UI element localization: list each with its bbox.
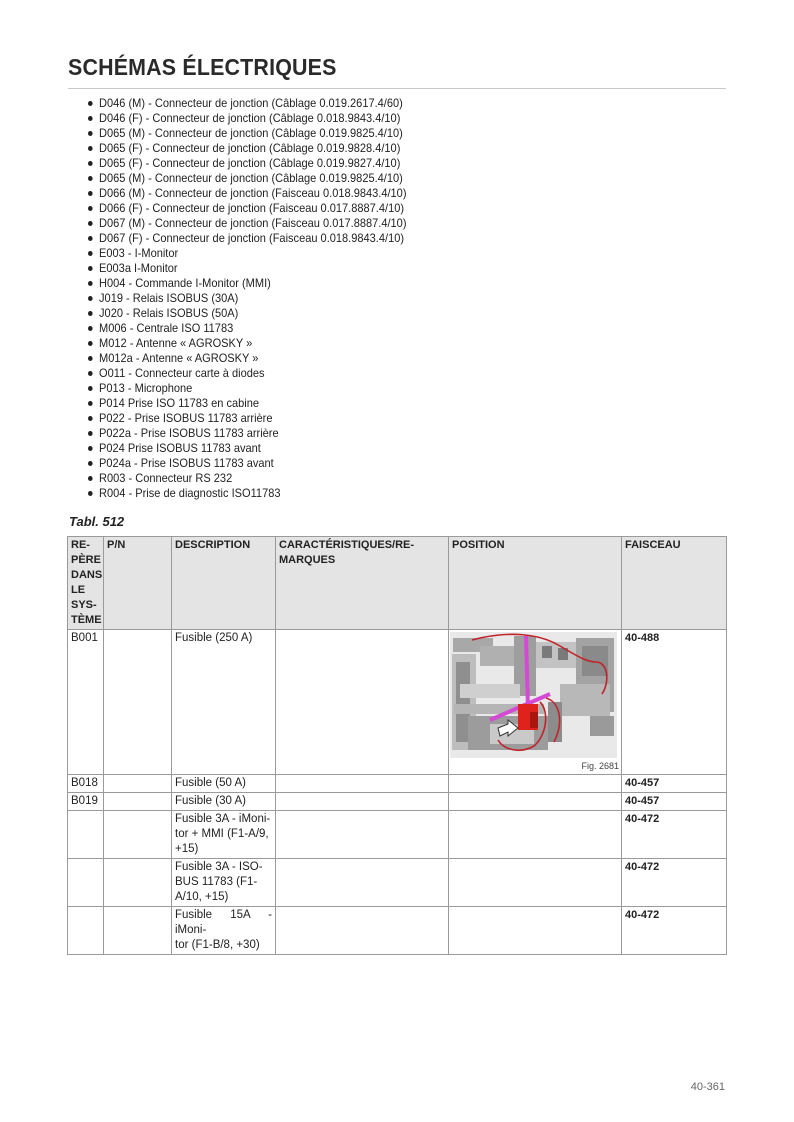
cell-harness: 40-472	[622, 811, 727, 859]
bullet-icon	[88, 371, 93, 376]
list-item: D046 (F) - Connecteur de jonction (Câblage 0.018.9843.4/10)	[88, 111, 407, 126]
list-item: P022a - Prise ISOBUS 11783 arrière	[88, 426, 407, 441]
list-item: D065 (F) - Connecteur de jonction (Câblage 0.019.9828.4/10)	[88, 141, 407, 156]
bullet-icon	[88, 131, 93, 136]
cell-description: Fusible (250 A)	[172, 630, 276, 775]
cell-pn	[104, 775, 172, 793]
list-item: D065 (M) - Connecteur de jonction (Câblage 0.019.9825.4/10)	[88, 126, 407, 141]
table-row	[68, 793, 727, 811]
list-item: D066 (M) - Connecteur de jonction (Faisceau 0.018.9843.4/10)	[88, 186, 407, 201]
cell-pn	[104, 793, 172, 811]
bullet-icon	[88, 476, 93, 481]
column-header-position: POSITION	[449, 537, 622, 630]
list-item: D046 (M) - Connecteur de jonction (Câblage 0.019.2617.4/60)	[88, 96, 407, 111]
cell-pn	[104, 630, 172, 775]
cell-harness: 40-472	[622, 907, 727, 955]
bullet-icon	[88, 236, 93, 241]
cell-description: Fusible (30 A)	[172, 793, 276, 811]
bullet-icon	[88, 356, 93, 361]
figure-caption: Fig. 2681	[581, 761, 619, 771]
cell-harness: 40-472	[622, 859, 727, 907]
bullet-icon	[88, 386, 93, 391]
list-item: R003 - Connecteur RS 232	[88, 471, 407, 486]
list-item: J019 - Relais ISOBUS (30A)	[88, 291, 407, 306]
cell-position	[449, 793, 622, 811]
list-item: D065 (F) - Connecteur de jonction (Câblage 0.019.9827.4/10)	[88, 156, 407, 171]
table-row	[68, 630, 727, 775]
bullet-icon	[88, 206, 93, 211]
bullet-icon	[88, 281, 93, 286]
bullet-icon	[88, 431, 93, 436]
cell-characteristics	[276, 811, 449, 859]
list-item: D065 (M) - Connecteur de jonction (Câblage 0.019.9825.4/10)	[88, 171, 407, 186]
column-header-harness: FAISCEAU	[622, 537, 727, 630]
cell-harness: 40-457	[622, 775, 727, 793]
list-item: M012 - Antenne « AGROSKY »	[88, 336, 407, 351]
cell-pn	[104, 859, 172, 907]
bullet-icon	[88, 221, 93, 226]
bullet-icon	[88, 146, 93, 151]
cell-ref: B018	[68, 775, 104, 793]
cell-description: Fusible 3A - iMoni- tor + MMI (F1-A/9, +15)	[172, 811, 276, 859]
cell-position	[449, 907, 622, 955]
list-item: P024 Prise ISOBUS 11783 avant	[88, 441, 407, 456]
table-row	[68, 859, 727, 907]
cell-pn	[104, 811, 172, 859]
cell-ref	[68, 811, 104, 859]
column-header-characteristics: CARACTÉRISTIQUES/RE- MARQUES	[276, 537, 449, 630]
table-row	[68, 907, 727, 955]
component-list	[88, 96, 434, 501]
components-table	[67, 536, 727, 955]
bullet-icon	[88, 296, 93, 301]
list-item: D067 (M) - Connecteur de jonction (Faisceau 0.017.8887.4/10)	[88, 216, 407, 231]
cell-ref	[68, 907, 104, 955]
list-item: P024a - Prise ISOBUS 11783 avant	[88, 456, 407, 471]
table-caption: Tabl. 512	[69, 514, 125, 529]
bullet-icon	[88, 176, 93, 181]
cell-description: Fusible (50 A)	[172, 775, 276, 793]
list-item: D066 (F) - Connecteur de jonction (Faisceau 0.017.8887.4/10)	[88, 201, 407, 216]
cell-characteristics	[276, 859, 449, 907]
list-item: R004 - Prise de diagnostic ISO11783	[88, 486, 407, 501]
cell-characteristics	[276, 793, 449, 811]
table-header-row	[68, 537, 727, 630]
list-item: M006 - Centrale ISO 11783	[88, 321, 407, 336]
bullet-icon	[88, 461, 93, 466]
page-title: SCHÉMAS ÉLECTRIQUES	[68, 54, 337, 80]
list-item: P013 - Microphone	[88, 381, 407, 396]
column-header-description: DESCRIPTION	[172, 537, 276, 630]
cell-position	[449, 630, 622, 775]
bullet-icon	[88, 101, 93, 106]
page-number: 40-361	[690, 1081, 725, 1093]
bullet-icon	[88, 266, 93, 271]
header-divider	[68, 88, 726, 89]
cell-ref	[68, 859, 104, 907]
bullet-icon	[88, 311, 93, 316]
bullet-icon	[88, 191, 93, 196]
cell-ref: B001	[68, 630, 104, 775]
list-item: P014 Prise ISO 11783 en cabine	[88, 396, 407, 411]
cell-harness: 40-488	[622, 630, 727, 775]
table-row	[68, 775, 727, 793]
list-item: O011 - Connecteur carte à diodes	[88, 366, 407, 381]
cell-harness: 40-457	[622, 793, 727, 811]
cell-characteristics	[276, 630, 449, 775]
list-item: P022 - Prise ISOBUS 11783 arrière	[88, 411, 407, 426]
bullet-icon	[88, 341, 93, 346]
cell-position	[449, 775, 622, 793]
cell-position	[449, 859, 622, 907]
table-row	[68, 811, 727, 859]
bullet-icon	[88, 116, 93, 121]
list-item: M012a - Antenne « AGROSKY »	[88, 351, 407, 366]
list-item: E003 - I-Monitor	[88, 246, 407, 261]
list-item: E003a I-Monitor	[88, 261, 407, 276]
column-header-ref: RE- PÈRE DANS LE SYS- TÈME	[68, 537, 104, 630]
bullet-icon	[88, 251, 93, 256]
cell-ref: B019	[68, 793, 104, 811]
bullet-icon	[88, 416, 93, 421]
bullet-icon	[88, 326, 93, 331]
list-item: J020 - Relais ISOBUS (50A)	[88, 306, 407, 321]
bullet-icon	[88, 161, 93, 166]
cell-description: Fusible 15A - iMoni- tor (F1-B/8, +30)	[172, 907, 276, 955]
bullet-icon	[88, 401, 93, 406]
bullet-icon	[88, 446, 93, 451]
cell-characteristics	[276, 907, 449, 955]
fuse-location-figure	[450, 632, 617, 758]
cell-description: Fusible 3A - ISO- BUS 11783 (F1- A/10, +15)	[172, 859, 276, 907]
list-item: H004 - Commande I-Monitor (MMI)	[88, 276, 407, 291]
cell-characteristics	[276, 775, 449, 793]
bullet-icon	[88, 491, 93, 496]
list-item: D067 (F) - Connecteur de jonction (Faisceau 0.018.9843.4/10)	[88, 231, 407, 246]
column-header-pn: P/N	[104, 537, 172, 630]
cell-pn	[104, 907, 172, 955]
cell-position	[449, 811, 622, 859]
